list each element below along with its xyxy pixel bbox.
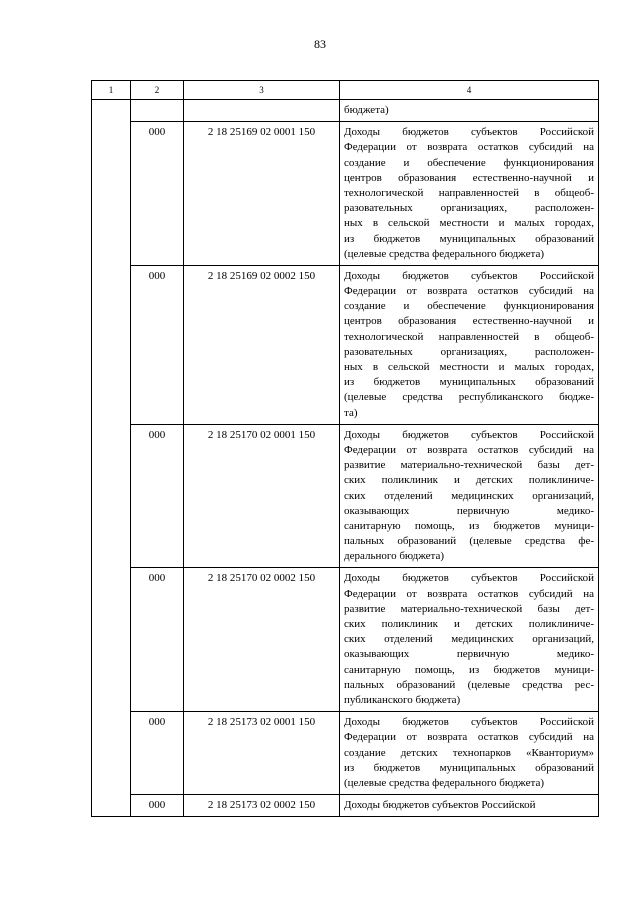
admin-code-cell: 000 <box>131 265 184 424</box>
description-line: ских отделений медицинских организаций, <box>344 489 594 502</box>
description-cell <box>340 424 599 568</box>
description-line: оказывающих первичную медико- <box>344 648 594 661</box>
table-row <box>92 122 599 266</box>
description-line: Федерации от возврата остатков субсидий на <box>344 443 594 456</box>
description-line: дерального бюджета) <box>344 550 445 563</box>
table-row <box>92 265 599 424</box>
description-line: та) <box>344 406 358 419</box>
code-cell <box>184 100 340 122</box>
description-line: Федерации от возврата остатков субсидий на <box>344 141 594 154</box>
description-cell <box>340 795 599 817</box>
description-line: бюджета) <box>344 104 389 116</box>
description-line: пальных образований (целевые средства рес- <box>344 678 594 691</box>
description-line: Федерации от возврата остатков субсидий на <box>344 731 594 744</box>
budget-code-cell: 2 18 25170 02 0002 150 <box>184 568 340 712</box>
admin-cell <box>131 100 184 122</box>
description-line: разовательных организациях, расположен- <box>344 345 594 358</box>
description-line: Доходы бюджетов субъектов Российской <box>344 126 594 139</box>
description-line: технологической направленностей в общеоб- <box>344 330 594 343</box>
table-row <box>92 424 599 568</box>
description-line: Доходы бюджетов субъектов Российской <box>344 572 594 585</box>
description-line: развитие материально-технической базы дет- <box>344 602 594 615</box>
continuation-row <box>92 100 599 122</box>
table-row <box>92 712 599 795</box>
description-line: центров образования естественно-научной и <box>344 171 594 184</box>
description-line: ских поликлиник и детских поликлиниче- <box>344 474 594 487</box>
table-row <box>92 795 599 817</box>
admin-code-cell: 000 <box>131 712 184 795</box>
description-line: технологической направленностей в общеоб- <box>344 186 594 199</box>
column-number-row <box>92 81 599 100</box>
budget-code-cell: 2 18 25169 02 0002 150 <box>184 265 340 424</box>
description-line: ских отделений медицинских организаций, <box>344 633 594 646</box>
description-line: создание и обеспечение функционирования <box>344 156 594 169</box>
description-line: создание детских технопарков «Кванториум» <box>344 746 594 759</box>
description-line: ных в сельской местности и малых городах, <box>344 217 594 230</box>
description-line: оказывающих первичную медико- <box>344 504 594 517</box>
admin-code-cell: 000 <box>131 424 184 568</box>
description-cell <box>340 100 599 122</box>
column-number: 4 <box>340 81 599 100</box>
description-cell <box>340 265 599 424</box>
budget-code-cell: 2 18 25169 02 0001 150 <box>184 122 340 266</box>
description-line: Доходы бюджетов субъектов Российской <box>344 269 594 282</box>
description-line: санитарную помощь, из бюджетов муници- <box>344 663 594 676</box>
group-cell <box>92 100 131 817</box>
description-line: из бюджетов муниципальных образований <box>344 376 594 389</box>
admin-code-cell: 000 <box>131 568 184 712</box>
column-number: 1 <box>92 81 131 100</box>
description-line: (целевые средства республиканского бюдже- <box>344 391 594 404</box>
description-line: публиканского бюджета) <box>344 693 461 706</box>
description-line: центров образования естественно-научной и <box>344 315 594 328</box>
description-line: (целевые средства федерального бюджета) <box>344 247 544 260</box>
budget-code-cell: 2 18 25173 02 0002 150 <box>184 795 340 817</box>
description-line: Доходы бюджетов субъектов Российской <box>344 716 594 729</box>
description-line: из бюджетов муниципальных образований <box>344 232 594 245</box>
table-row <box>92 568 599 712</box>
description-line: Федерации от возврата остатков субсидий на <box>344 285 594 298</box>
description-line: Доходы бюджетов субъектов Российской <box>344 428 594 441</box>
column-number: 3 <box>184 81 340 100</box>
admin-code-cell: 000 <box>131 122 184 266</box>
page-number: 83 <box>314 37 326 51</box>
description-line: ских поликлиник и детских поликлиниче- <box>344 618 594 630</box>
description-line: санитарную помощь, из бюджетов муници- <box>344 519 594 532</box>
description-line: ных в сельской местности и малых городах, <box>344 361 594 373</box>
budget-revenue-table <box>91 80 599 817</box>
column-number: 2 <box>131 81 184 100</box>
description-line: из бюджетов муниципальных образований <box>344 761 594 774</box>
budget-code-cell: 2 18 25170 02 0001 150 <box>184 424 340 568</box>
description-line: создание и обеспечение функционирования <box>344 300 594 313</box>
description-line: Доходы бюджетов субъектов Российской <box>344 799 536 812</box>
description-line: развитие материально-технической базы дет- <box>344 459 594 472</box>
description-cell <box>340 122 599 266</box>
description-line: пальных образований (целевые средства фе- <box>344 535 594 548</box>
description-cell <box>340 568 599 712</box>
budget-code-cell: 2 18 25173 02 0001 150 <box>184 712 340 795</box>
description-cell <box>340 712 599 795</box>
description-line: (целевые средства федерального бюджета) <box>344 776 544 789</box>
description-line: Федерации от возврата остатков субсидий на <box>344 587 594 600</box>
admin-code-cell: 000 <box>131 795 184 817</box>
description-line: разовательных организациях, расположен- <box>344 202 594 215</box>
